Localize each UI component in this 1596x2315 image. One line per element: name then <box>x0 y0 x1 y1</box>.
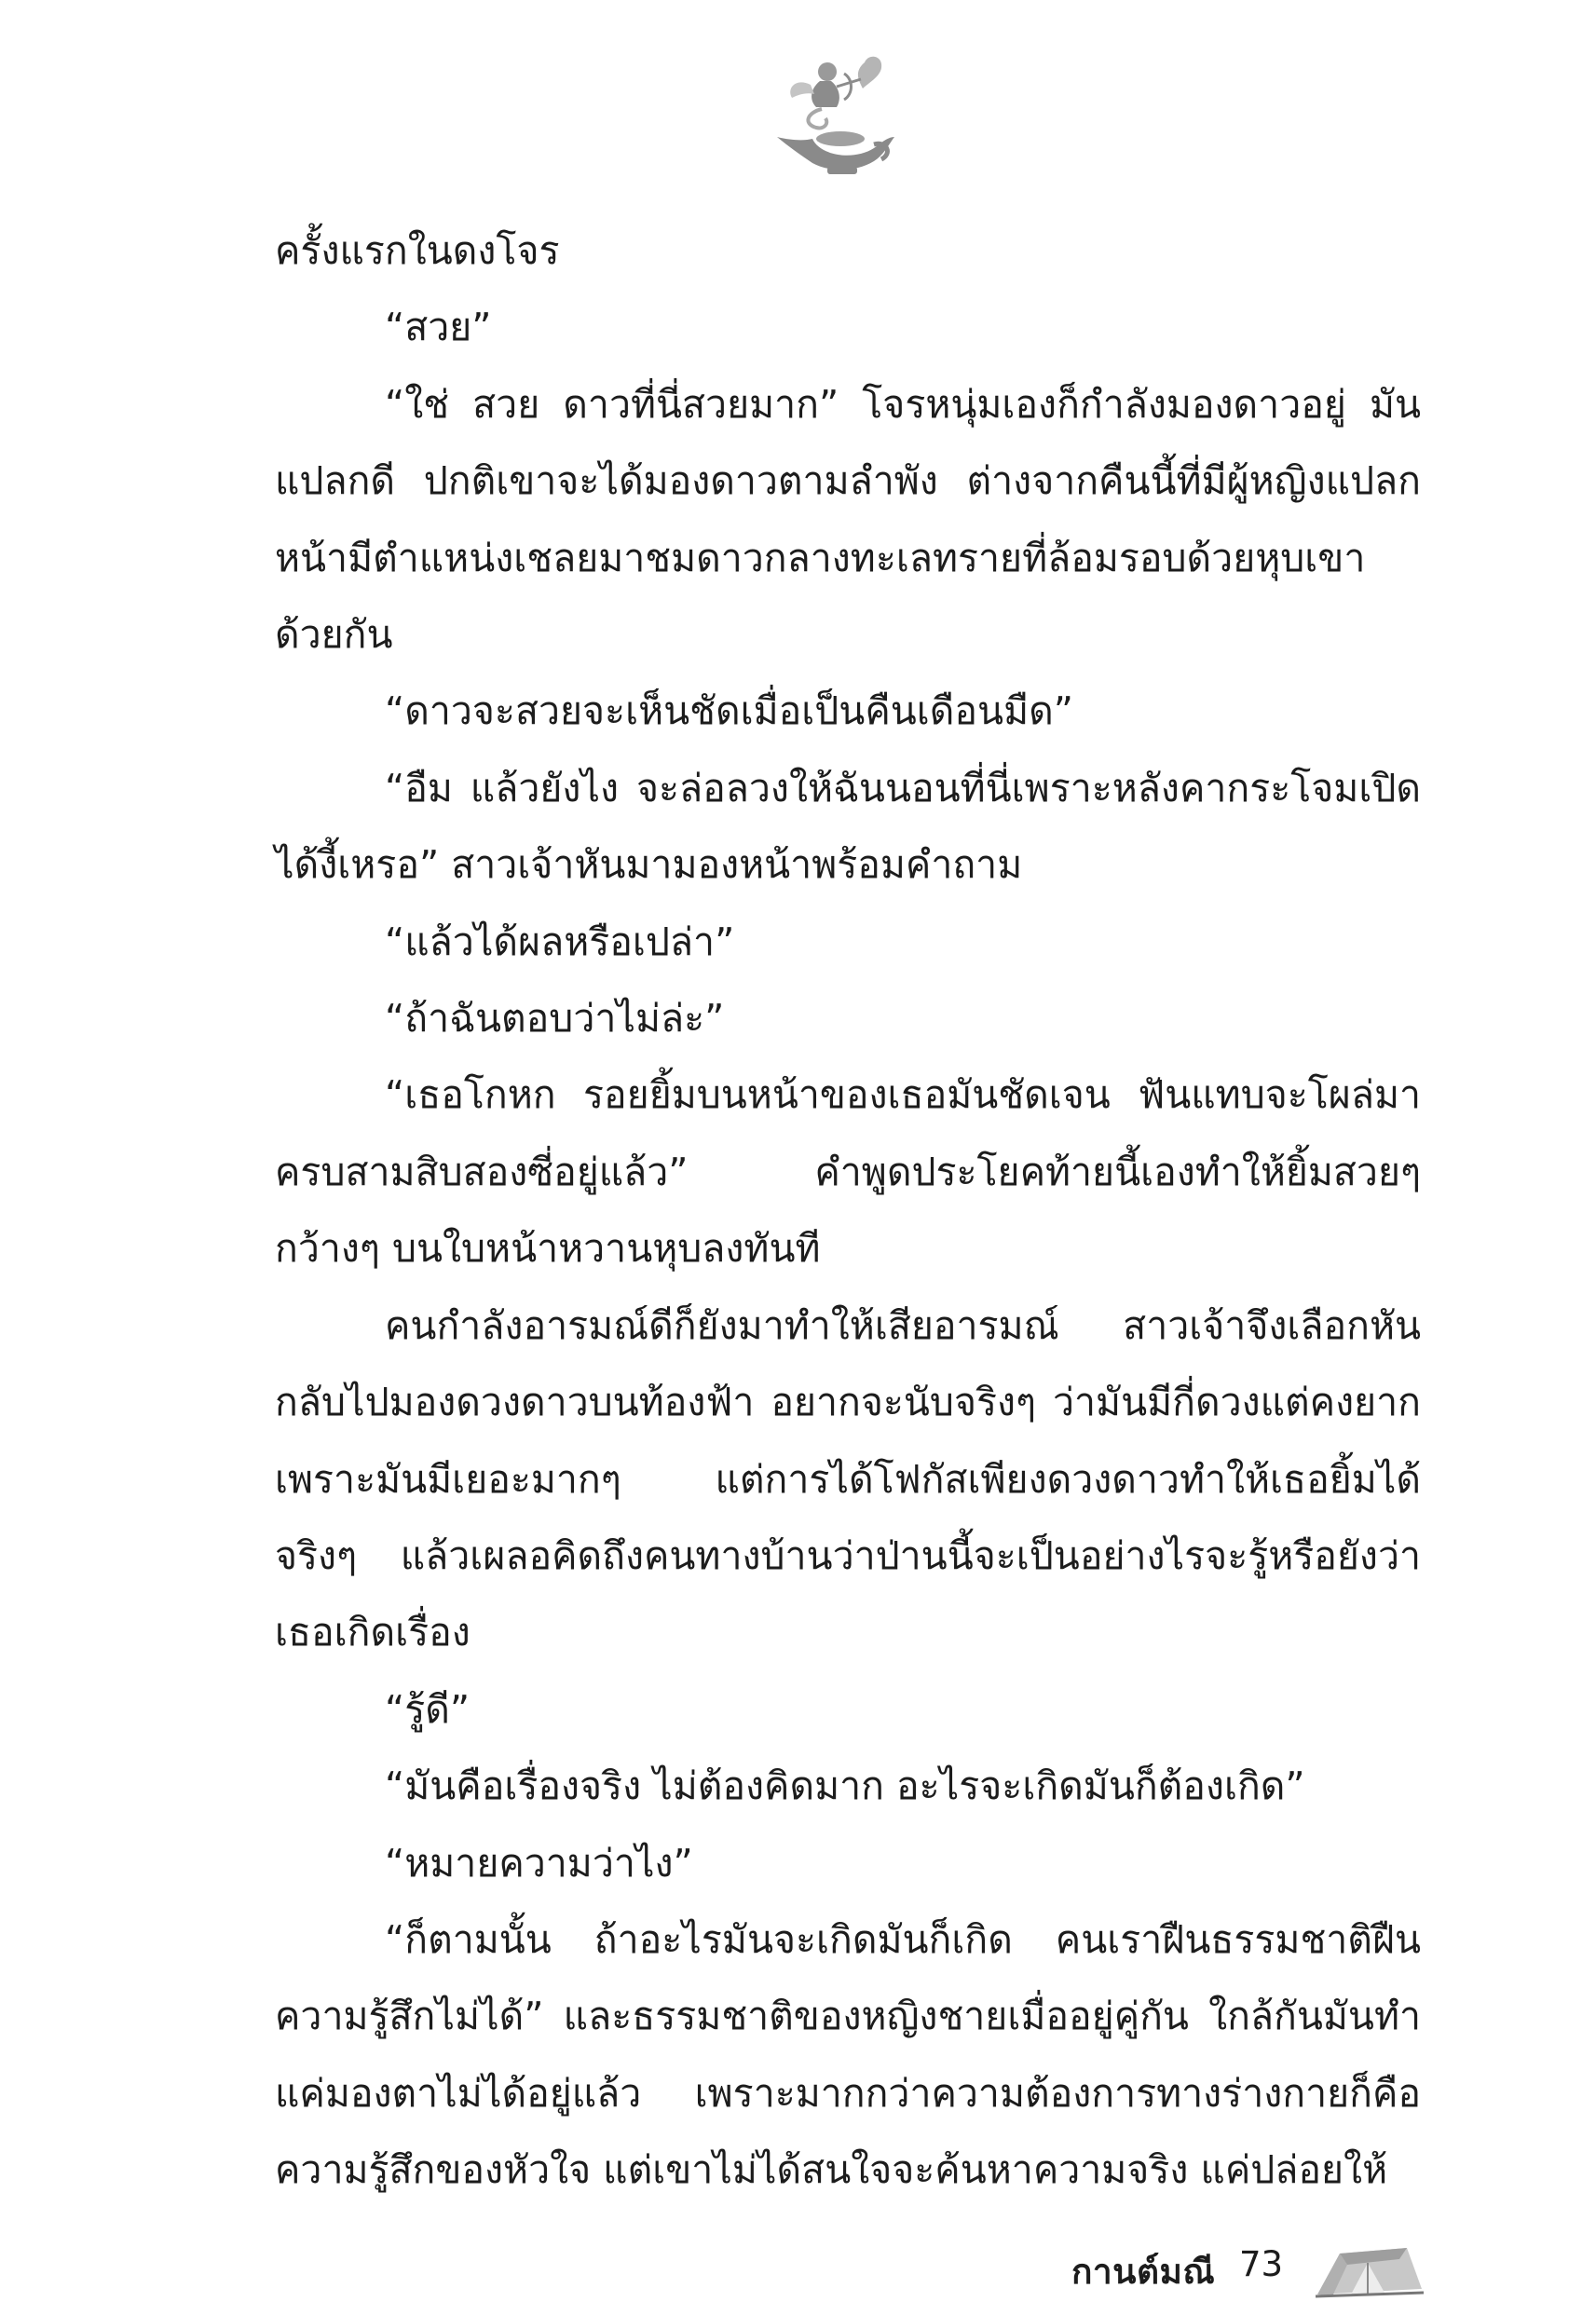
paragraph: “มันคือเรื่องจริง ไม่ต้องคิดมาก อะไรจะเกิดมันก็ต้องเกิด” <box>385 1763 1305 1809</box>
paragraph: “ดาวจะสวยจะเห็นชัดเมื่อเป็นคืนเดือนมืด” <box>385 688 1073 734</box>
paragraph: “ก็ตามนั้น ถ้าอะไรมันจะเกิดมันก็เกิด คนเราฝืนธรรมชาติฝืนความรู้สึกไม่ได้” และธรรมชาติของหญิงชายเมื่ออยู่คู่กัน ใกล้กันมันทำแค่มองตาไม่ได้อยู่แล้ว เพราะมากกว่าความต้องการทางร่างกายก็คือความรู้สึกของหัวใจ แต่เขาไม่ได้สนใจจะค้นหาความจริง แค่ปล่อยให้ <box>275 1916 1421 2193</box>
genie-lamp-cupid-icon <box>764 51 904 177</box>
paragraph: “หมายความว่าไง” <box>385 1840 693 1886</box>
paragraph: “อืม แล้วยังไง จะล่อลวงให้ฉันนอนที่นี่เพราะหลังคากระโจมเปิดได้งี้เหรอ” สาวเจ้าหันมามองหน้าพร้อมคำถาม <box>275 765 1421 888</box>
paragraph: คนกำลังอารมณ์ดีก็ยังมาทำให้เสียอารมณ์ สาวเจ้าจึงเลือกหันกลับไปมองดวงดาวบนท้องฟ้า อยากจะนับจริงๆ ว่ามันมีกี่ดวงแต่คงยาก เพราะมันมีเยอะมากๆ แต่การได้โฟกัสเพียงดวงดาวทำให้เธอยิ้มได้จริงๆ แล้วเผลอคิดถึงคนทางบ้านว่าป่านนี้จะเป็นอย่างไรจะรู้หรือยังว่าเธอเกิดเรื่อง <box>275 1302 1421 1655</box>
paragraph: “ใช่ สวย ดาวที่นี่สวยมาก” โจรหนุ่มเองก็กำลังมองดาวอยู่ มันแปลกดี ปกติเขาจะได้มองดาวตามลำพัง ต่างจากคืนนี้ที่มีผู้หญิงแปลกหน้ามีตำแหน่งเชลยมาชมดาวกลางทะเลทรายที่ล้อมรอบด้วยหุบเขาด้วยกัน <box>275 381 1421 658</box>
paragraph: “เธอโกหก รอยยิ้มบนหน้าของเธอมันชัดเจน ฟันแทบจะโผล่มาครบสามสิบสองซี่อยู่แล้ว” คำพูดประโยคท้ายนี้เองทำให้ยิ้มสวยๆ กว้างๆ บนใบหน้าหวานหุบลงทันที <box>275 1072 1421 1272</box>
paragraph: “ถ้าฉันตอบว่าไม่ล่ะ” <box>385 996 725 1042</box>
paragraph: “แล้วได้ผลหรือเปล่า” <box>385 919 735 964</box>
body-text <box>275 212 1421 2209</box>
page-footer <box>1062 2240 1528 2315</box>
tent-icon <box>1314 2240 1425 2300</box>
paragraph: “สวย” <box>385 305 492 350</box>
page-number: 73 <box>1239 2244 1284 2284</box>
paragraph: “รู้ดี” <box>385 1686 471 1732</box>
paragraph: ครั้งแรกในดงโจร <box>275 228 560 273</box>
book-title: กานต์มณี <box>1071 2252 1216 2292</box>
